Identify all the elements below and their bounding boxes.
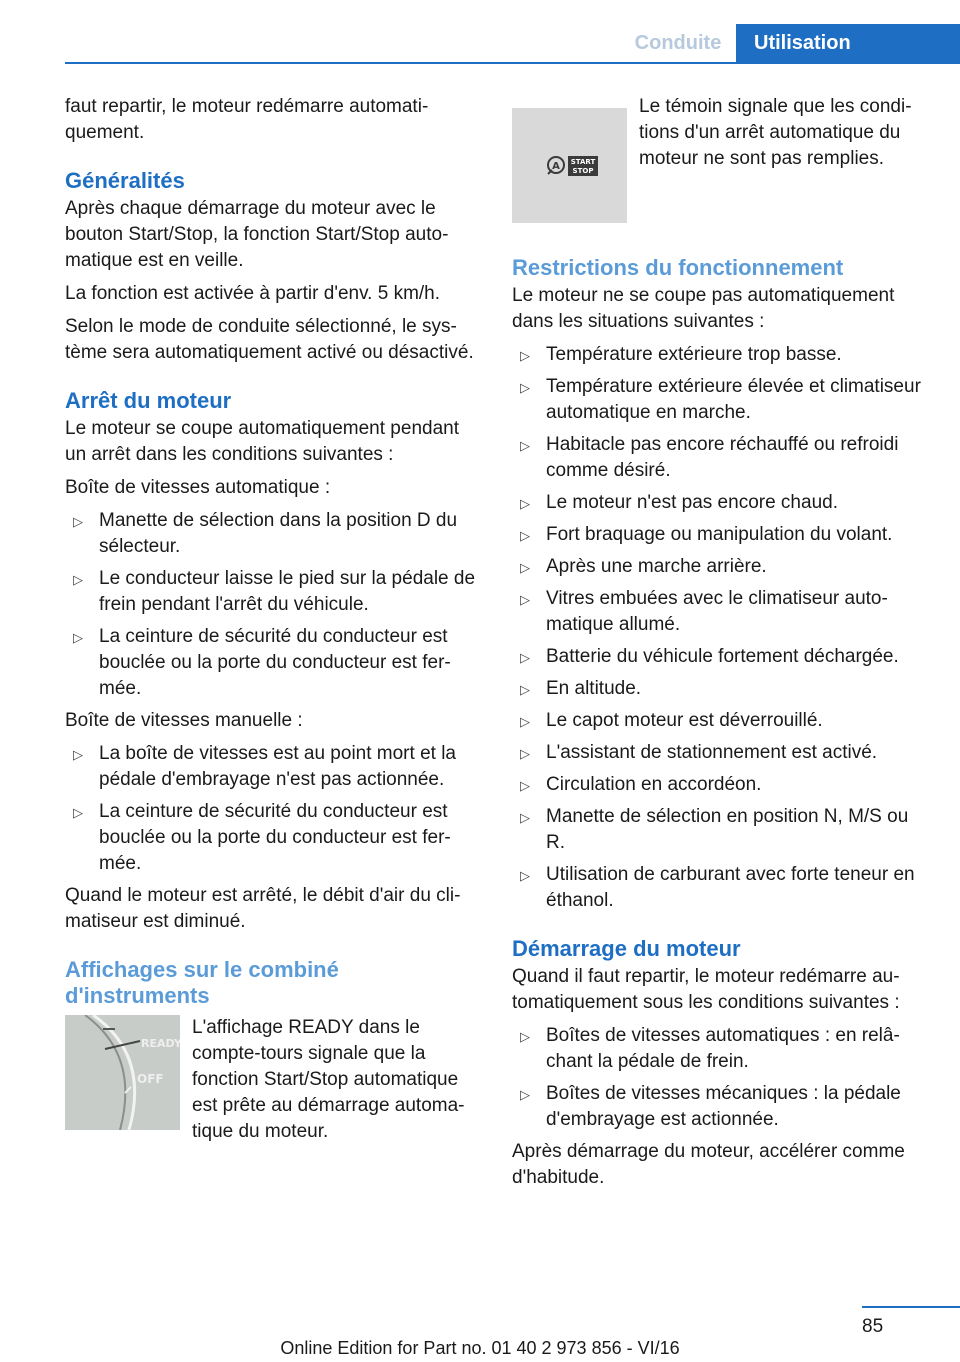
triangle-bullet-icon: ▷ bbox=[520, 682, 530, 697]
list-item-text: Vitres embuées avec le climatiseur automatique allumé. bbox=[546, 588, 888, 635]
right-column bbox=[512, 94, 932, 1198]
left-column bbox=[65, 94, 480, 1145]
list-item bbox=[65, 741, 480, 793]
list-item bbox=[512, 740, 932, 766]
paragraph: Selon le mode de conduite sélectionné, le système sera automatiquement activé ou désactivé. bbox=[65, 316, 474, 363]
paragraph: Boîte de vitesses manuelle : bbox=[65, 710, 303, 731]
indicator-figure bbox=[512, 96, 932, 223]
paragraph: Quand il faut repartir, le moteur redémarre automatiquement sous les conditions suivantes : bbox=[512, 966, 900, 1013]
indicator-stop-label: STOP bbox=[572, 167, 594, 175]
tab-utilisation[interactable]: Utilisation bbox=[736, 24, 960, 64]
triangle-bullet-icon: ▷ bbox=[520, 380, 530, 395]
triangle-bullet-icon: ▷ bbox=[520, 1029, 530, 1044]
triangle-bullet-icon: ▷ bbox=[520, 1087, 530, 1102]
paragraph: La fonction est activée à partir d'env. 5 km/h. bbox=[65, 283, 441, 304]
indicator-start-label: START bbox=[570, 158, 596, 166]
list-item-text: Température extérieure élevée et climatiseur automatique en marche. bbox=[546, 376, 921, 423]
triangle-bullet-icon: ▷ bbox=[520, 714, 530, 729]
list-item-text: En altitude. bbox=[546, 678, 642, 699]
intro-paragraph: faut repartir, le moteur redémarre automatiquement. bbox=[65, 96, 429, 143]
triangle-bullet-icon: ▷ bbox=[520, 438, 530, 453]
list-item-text: Batterie du véhicule fortement déchargée. bbox=[546, 646, 899, 667]
list-item-text: Habitacle pas encore réchauffé ou refroidi comme désiré. bbox=[546, 434, 899, 481]
list-item bbox=[512, 1081, 932, 1133]
list-item bbox=[65, 508, 480, 560]
list-restart-conditions bbox=[512, 1023, 932, 1133]
paragraph: Après démarrage du moteur, accélérer comme d'habitude. bbox=[512, 1141, 905, 1188]
list-item-text: Le moteur n'est pas encore chaud. bbox=[546, 492, 838, 513]
list-auto-conditions bbox=[65, 508, 480, 702]
triangle-bullet-icon: ▷ bbox=[520, 592, 530, 607]
list-item-text: Manette de sélection dans la position D du sélecteur. bbox=[99, 510, 458, 557]
list-item bbox=[65, 566, 480, 618]
display-figure bbox=[65, 1015, 480, 1145]
paragraph: Le moteur ne se coupe pas automatiquement dans les situations suivantes : bbox=[512, 285, 895, 332]
list-item bbox=[512, 862, 932, 914]
header-rule bbox=[65, 62, 960, 64]
list-item-text: La ceinture de sécurité du conducteur est bouclée ou la porte du conducteur est fermée. bbox=[99, 626, 451, 699]
paragraph: Le moteur se coupe automatiquement pendant un arrêt dans les conditions suivantes : bbox=[65, 418, 459, 465]
list-item-text: La boîte de vitesses est au point mort et la pédale d'embrayage n'est pas actionnée. bbox=[99, 743, 456, 790]
page-number: 85 bbox=[862, 1316, 884, 1337]
list-item bbox=[512, 708, 932, 734]
gauge-off-label: OFF bbox=[137, 1072, 164, 1086]
list-item bbox=[512, 772, 932, 798]
tachometer-ready-icon bbox=[65, 1015, 180, 1130]
paragraph: Après chaque démarrage du moteur avec le bouton Start/Stop, la fonction Start/Stop automatique est en veille. bbox=[65, 198, 449, 271]
list-item bbox=[65, 624, 480, 702]
list-item-text: Boîtes de vitesses automatiques : en relâchant la pédale de frein. bbox=[546, 1025, 900, 1072]
list-item bbox=[65, 799, 480, 877]
list-item bbox=[512, 374, 932, 426]
list-item-text: Le conducteur laisse le pied sur la pédale de frein pendant l'arrêt du véhicule. bbox=[99, 568, 476, 615]
triangle-bullet-icon: ▷ bbox=[73, 805, 83, 820]
list-item-text: La ceinture de sécurité du conducteur est bouclée ou la porte du conducteur est fermée. bbox=[99, 801, 451, 874]
triangle-bullet-icon: ▷ bbox=[73, 747, 83, 762]
list-item bbox=[512, 1023, 932, 1075]
list-item bbox=[512, 522, 932, 548]
list-item-text: Manette de sélection en position N, M/S ou R. bbox=[546, 806, 909, 853]
list-item-text: Fort braquage ou manipulation du volant. bbox=[546, 524, 893, 545]
list-item bbox=[512, 586, 932, 638]
triangle-bullet-icon: ▷ bbox=[73, 630, 83, 645]
list-item-text: Le capot moteur est déverrouillé. bbox=[546, 710, 823, 731]
list-item bbox=[512, 804, 932, 856]
edition-footer: Online Edition for Part no. 01 40 2 973 856 - VI/16 bbox=[280, 1338, 680, 1358]
triangle-bullet-icon: ▷ bbox=[520, 496, 530, 511]
list-item bbox=[512, 342, 932, 368]
section-title-restart: Démarrage du moteur bbox=[512, 936, 741, 961]
list-item-text: L'assistant de stationnement est activé. bbox=[546, 742, 878, 763]
triangle-bullet-icon: ▷ bbox=[520, 778, 530, 793]
list-item-text: Boîtes de vitesses mécaniques : la pédale d'embrayage est actionnée. bbox=[546, 1083, 901, 1130]
triangle-bullet-icon: ▷ bbox=[520, 528, 530, 543]
list-item bbox=[512, 676, 932, 702]
list-item bbox=[512, 554, 932, 580]
footer-rule bbox=[862, 1306, 960, 1308]
list-item-text: Après une marche arrière. bbox=[546, 556, 767, 577]
section-title-restrictions: Restrictions du fonctionnement bbox=[512, 255, 844, 280]
display-description: L'affichage READY dans le compte-tours signale que la fonction Start/Stop automatique est prête au démarrage automatique du moteur. bbox=[192, 1017, 465, 1142]
section-title-display: Affichages sur le combiné d'instruments bbox=[65, 957, 339, 1008]
list-item bbox=[512, 490, 932, 516]
triangle-bullet-icon: ▷ bbox=[520, 650, 530, 665]
list-item-text: Circulation en accordéon. bbox=[546, 774, 762, 795]
paragraph: Quand le moteur est arrêté, le débit d'air du climatiseur est diminué. bbox=[65, 885, 461, 932]
triangle-bullet-icon: ▷ bbox=[520, 560, 530, 575]
list-item bbox=[512, 644, 932, 670]
tab-conduite[interactable]: Conduite bbox=[634, 32, 722, 54]
triangle-bullet-icon: ▷ bbox=[520, 868, 530, 883]
triangle-bullet-icon: ▷ bbox=[520, 810, 530, 825]
triangle-bullet-icon: ▷ bbox=[520, 348, 530, 363]
list-restrictions bbox=[512, 342, 932, 914]
list-manual-conditions bbox=[65, 741, 480, 877]
section-title-stop: Arrêt du moteur bbox=[65, 388, 232, 413]
paragraph: Boîte de vitesses automatique : bbox=[65, 477, 331, 498]
section-title-general: Généralités bbox=[65, 168, 185, 193]
triangle-bullet-icon: ▷ bbox=[73, 572, 83, 587]
indicator-description: Le témoin signale que les conditions d'un arrêt automatique du moteur ne sont pas remplies. bbox=[639, 96, 912, 169]
triangle-bullet-icon: ▷ bbox=[520, 746, 530, 761]
start-stop-indicator-icon bbox=[512, 108, 627, 223]
triangle-bullet-icon: ▷ bbox=[73, 514, 83, 529]
list-item-text: Température extérieure trop basse. bbox=[546, 344, 842, 365]
list-item bbox=[512, 432, 932, 484]
list-item-text: Utilisation de carburant avec forte teneur en éthanol. bbox=[546, 864, 915, 911]
indicator-symbol: A bbox=[552, 161, 560, 172]
gauge-ready-label: READY bbox=[141, 1037, 180, 1050]
